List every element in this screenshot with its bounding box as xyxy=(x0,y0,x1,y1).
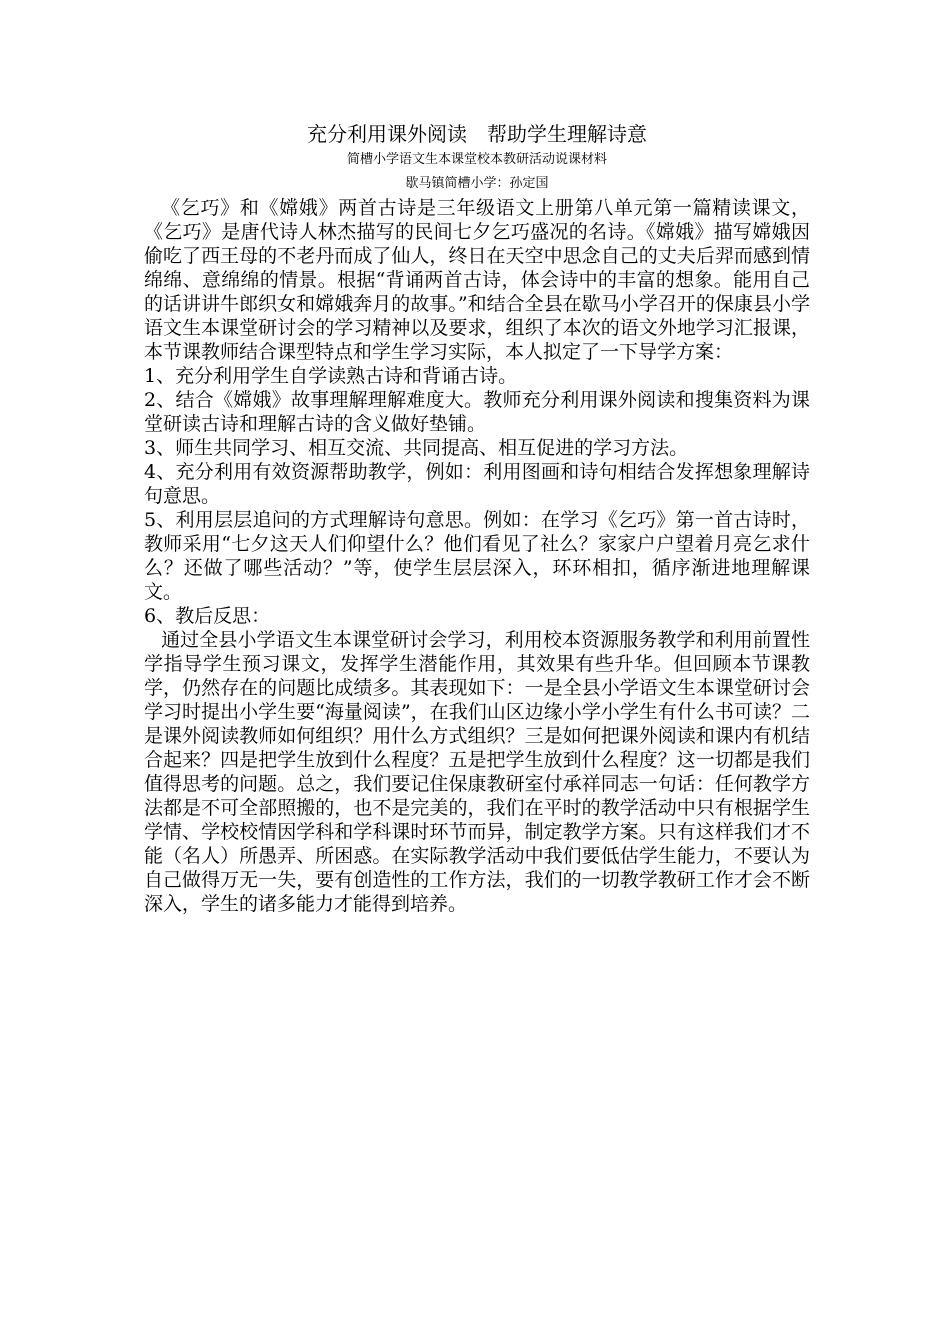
intro-paragraph: 《乞巧》和《嫦娥》两首古诗是三年级语文上册第八单元第一篇精读课文，《乞巧》是唐代诗人林杰描写的民间七夕乞巧盛况的名诗。《嫦娥》描写嫦娥因偷吃了西王母的不老丹而成了仙人，终日在天空中思念自己的丈夫后羿而感到情绵绵、意绵绵的情景。根据“背诵两首古诗，体会诗中的丰富的想象。能用自己的话讲讲牛郎织女和嫦娥奔月的故事。”和结合全县在歇马小学召开的保康县小学语文生本课堂研讨会的学习精神以及要求，组织了本次的语文外地学习汇报课，本节课教师结合课型特点和学生学习实际，本人拟定了一下导学方案： xyxy=(144,197,810,363)
list-item: 6、教后反思： xyxy=(144,605,271,627)
document-title: 充分利用课外阅读 帮助学生理解诗意 xyxy=(307,122,647,146)
list-item: 2、结合《嫦娥》故事理解理解难度大。教师充分利用课外阅读和搜集资料为课堂研读古诗和理解古诗的含义做好垫铺。 xyxy=(144,389,810,435)
list-item: 4、充分利用有效资源帮助教学，例如：利用图画和诗句相结合发挥想象理解诗句意思。 xyxy=(144,461,810,507)
reflection-paragraph: 通过全县小学语文生本课堂研讨会学习，利用校本资源服务教学和利用前置性学指导学生预习课文，发挥学生潜能作用，其效果有些升华。但回顾本节课教学，仍然存在的问题比成绩多。其表现如下：一是全县小学语文生本课堂研讨会学习时提出小学生要“海量阅读”，在我们山区边缘小学小学生有什么书可读？二是课外阅读教师如何组织？用什么方式组织？三是如何把课外阅读和课内有机结合起来？四是把学生放到什么程度？五是把学生放到什么程度？这一切都是我们值得思考的问题。总之，我们要记住保康教研室付承祥同志一句话：任何教学方法都是不可全部照搬的，也不是完美的，我们在平时的教学活动中只有根据学生学情、学校校情因学科和学科课时环节而异，制定教学方案。只有这样我们才不能（名人）所愚弄、所困惑。在实际教学活动中我们要低估学生能力，不要认为自己做得万无一失，要有创造性的工作方法，我们的一切教学教研工作才会不断深入，学生的诸多能力才能得到培养。 xyxy=(144,629,810,915)
list-item: 3、师生共同学习、相互交流、共同提高、相互促进的学习方法。 xyxy=(144,437,689,459)
list-item: 5、利用层层追问的方式理解诗句意思。例如：在学习《乞巧》第一首古诗时，教师采用“七夕这天人们仰望什么？他们看见了社么？家家户户望着月亮乞求什么？还做了哪些活动？”等，使学生层层深入，环环相扣，循序渐进地理解课文。 xyxy=(144,509,810,603)
document-subtitle: 简槽小学语文生本课堂校本教研活动说课材料 xyxy=(346,152,607,167)
list-item: 1、充分利用学生自学读熟古诗和背诵古诗。 xyxy=(144,365,518,387)
document-content xyxy=(144,120,810,916)
document-author: 歇马镇简槽小学：孙定国 xyxy=(405,176,549,191)
document-body xyxy=(144,196,810,916)
